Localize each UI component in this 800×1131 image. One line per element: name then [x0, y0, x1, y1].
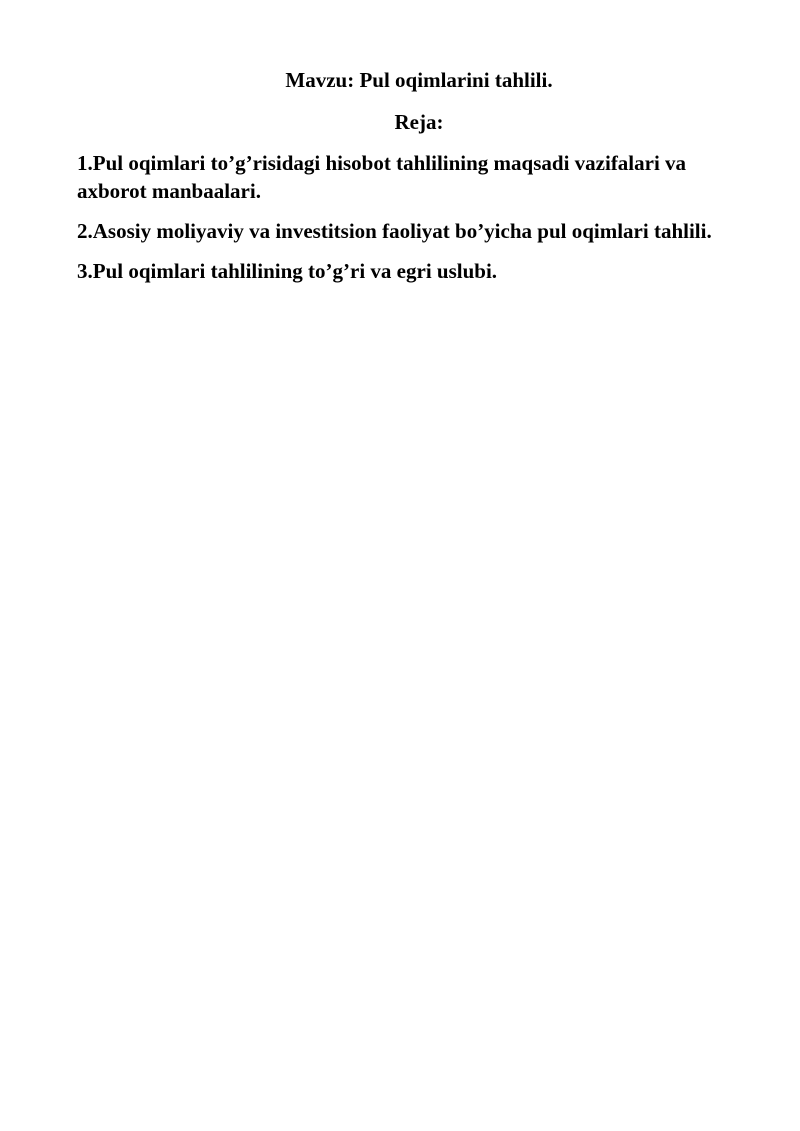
- document-title: Mavzu: Pul oqimlarini tahlili.: [285, 68, 553, 92]
- document-body: [77, 66, 737, 297]
- plan-list: [77, 149, 737, 285]
- plan-item-3: 3.Pul oqimlari tahlilining to’g’ri va egri uslubi.: [77, 259, 498, 283]
- plan-heading: Reja:: [394, 110, 444, 134]
- plan-item-2: 2.Asosiy moliyaviy va investitsion faoliyat bo’yicha pul oqimlari tahlili.: [77, 219, 712, 243]
- plan-item-1: 1.Pul oqimlari to’g’risidagi hisobot tahlilining maqsadi vazifalari va axborot manbaalari.: [77, 151, 687, 203]
